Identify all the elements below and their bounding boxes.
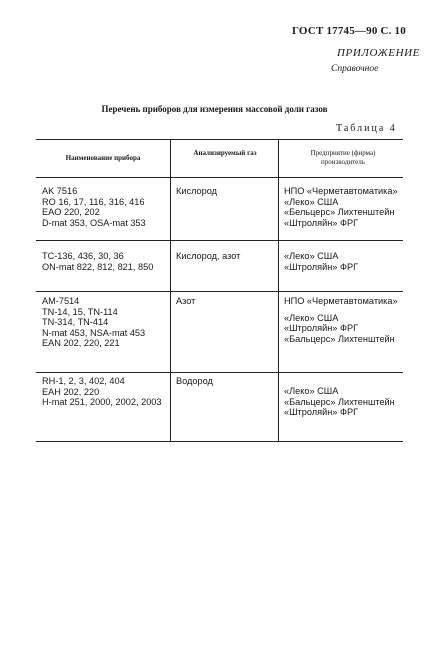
- row-divider: [36, 372, 403, 373]
- maker-cell: [284, 386, 395, 418]
- device-name: EAH 202, 220: [42, 386, 100, 397]
- maker-name: «Леко» США: [284, 196, 339, 207]
- row-divider: [36, 291, 403, 292]
- row-divider: [36, 240, 403, 241]
- maker-name: «Бальцерс» Лихтенштейн: [284, 333, 395, 344]
- maker-name: НПО «Черметавтоматика»: [284, 296, 398, 306]
- maker-name: «Штроляйн» ФРГ: [284, 217, 359, 228]
- device-name: АМ-7514: [42, 296, 80, 306]
- reference-label: Справочное: [331, 64, 379, 74]
- device-name: RH-1, 2, 3, 402, 404: [42, 376, 125, 386]
- appendix-label: ПРИЛОЖЕНИЕ: [337, 47, 420, 59]
- device-name: TN-314, TN-414: [42, 317, 109, 328]
- device-name: RO 16, 17, 116, 316, 416: [42, 196, 145, 207]
- maker-name: «Леко» США: [284, 386, 339, 396]
- header-divider: [36, 177, 403, 178]
- maker-cell: [284, 296, 398, 344]
- document-title: Перечень приборов для измерения массовой доли газов: [101, 104, 328, 114]
- gas-cell: Кислород, азот: [176, 251, 241, 261]
- column-header-gas: Анализируемый газ: [193, 149, 257, 157]
- gas-cell: Кислород: [176, 186, 218, 196]
- table-row: [42, 376, 162, 408]
- maker-name: «Штроляйн» ФРГ: [284, 407, 359, 418]
- device-name: ТС-136, 436, 30, 36: [42, 251, 124, 261]
- maker-name: «Леко» США: [284, 312, 339, 323]
- column-header-device: Наименование прибора: [65, 154, 141, 162]
- page-header: ГОСТ 17745—90 С. 10: [292, 25, 406, 37]
- device-name: H-mat 251, 2000, 2002, 2003: [42, 397, 162, 408]
- device-name: EAO 220, 202: [42, 207, 100, 218]
- maker-name: «Леко» США: [284, 251, 339, 261]
- device-name: N-mat 453, NSA-mat 453: [42, 327, 146, 338]
- maker-name: НПО «Черметавтоматика»: [284, 186, 398, 196]
- table-row: [42, 296, 145, 349]
- gas-cell: Водород: [176, 376, 213, 386]
- table-row: [42, 186, 146, 228]
- device-name: TN-14, 15, TN-114: [42, 306, 118, 317]
- device-name: ON-mat 822, 812, 821, 850: [42, 261, 154, 272]
- maker-cell: [284, 186, 398, 228]
- device-name: EAN 202, 220, 221: [42, 338, 120, 349]
- maker-name: «Штроляйн» ФРГ: [284, 261, 359, 272]
- table-row: [42, 251, 153, 272]
- maker-name: «Бальцерс» Лихтенштейн: [284, 396, 395, 407]
- maker-name: «Бельцерс» Лихтенштейн: [284, 207, 395, 218]
- device-name: D-mat 353, OSA-mat 353: [42, 217, 146, 228]
- instruments-table: [36, 139, 403, 442]
- device-name: AK 7516: [42, 186, 78, 196]
- column-header-maker: Предприятие (фирма) производитель: [310, 149, 376, 166]
- table-number: Таблица 4: [336, 123, 397, 134]
- maker-cell: [284, 251, 358, 272]
- gas-cell: Азот: [176, 296, 196, 306]
- maker-name: «Штроляйн» ФРГ: [284, 323, 359, 334]
